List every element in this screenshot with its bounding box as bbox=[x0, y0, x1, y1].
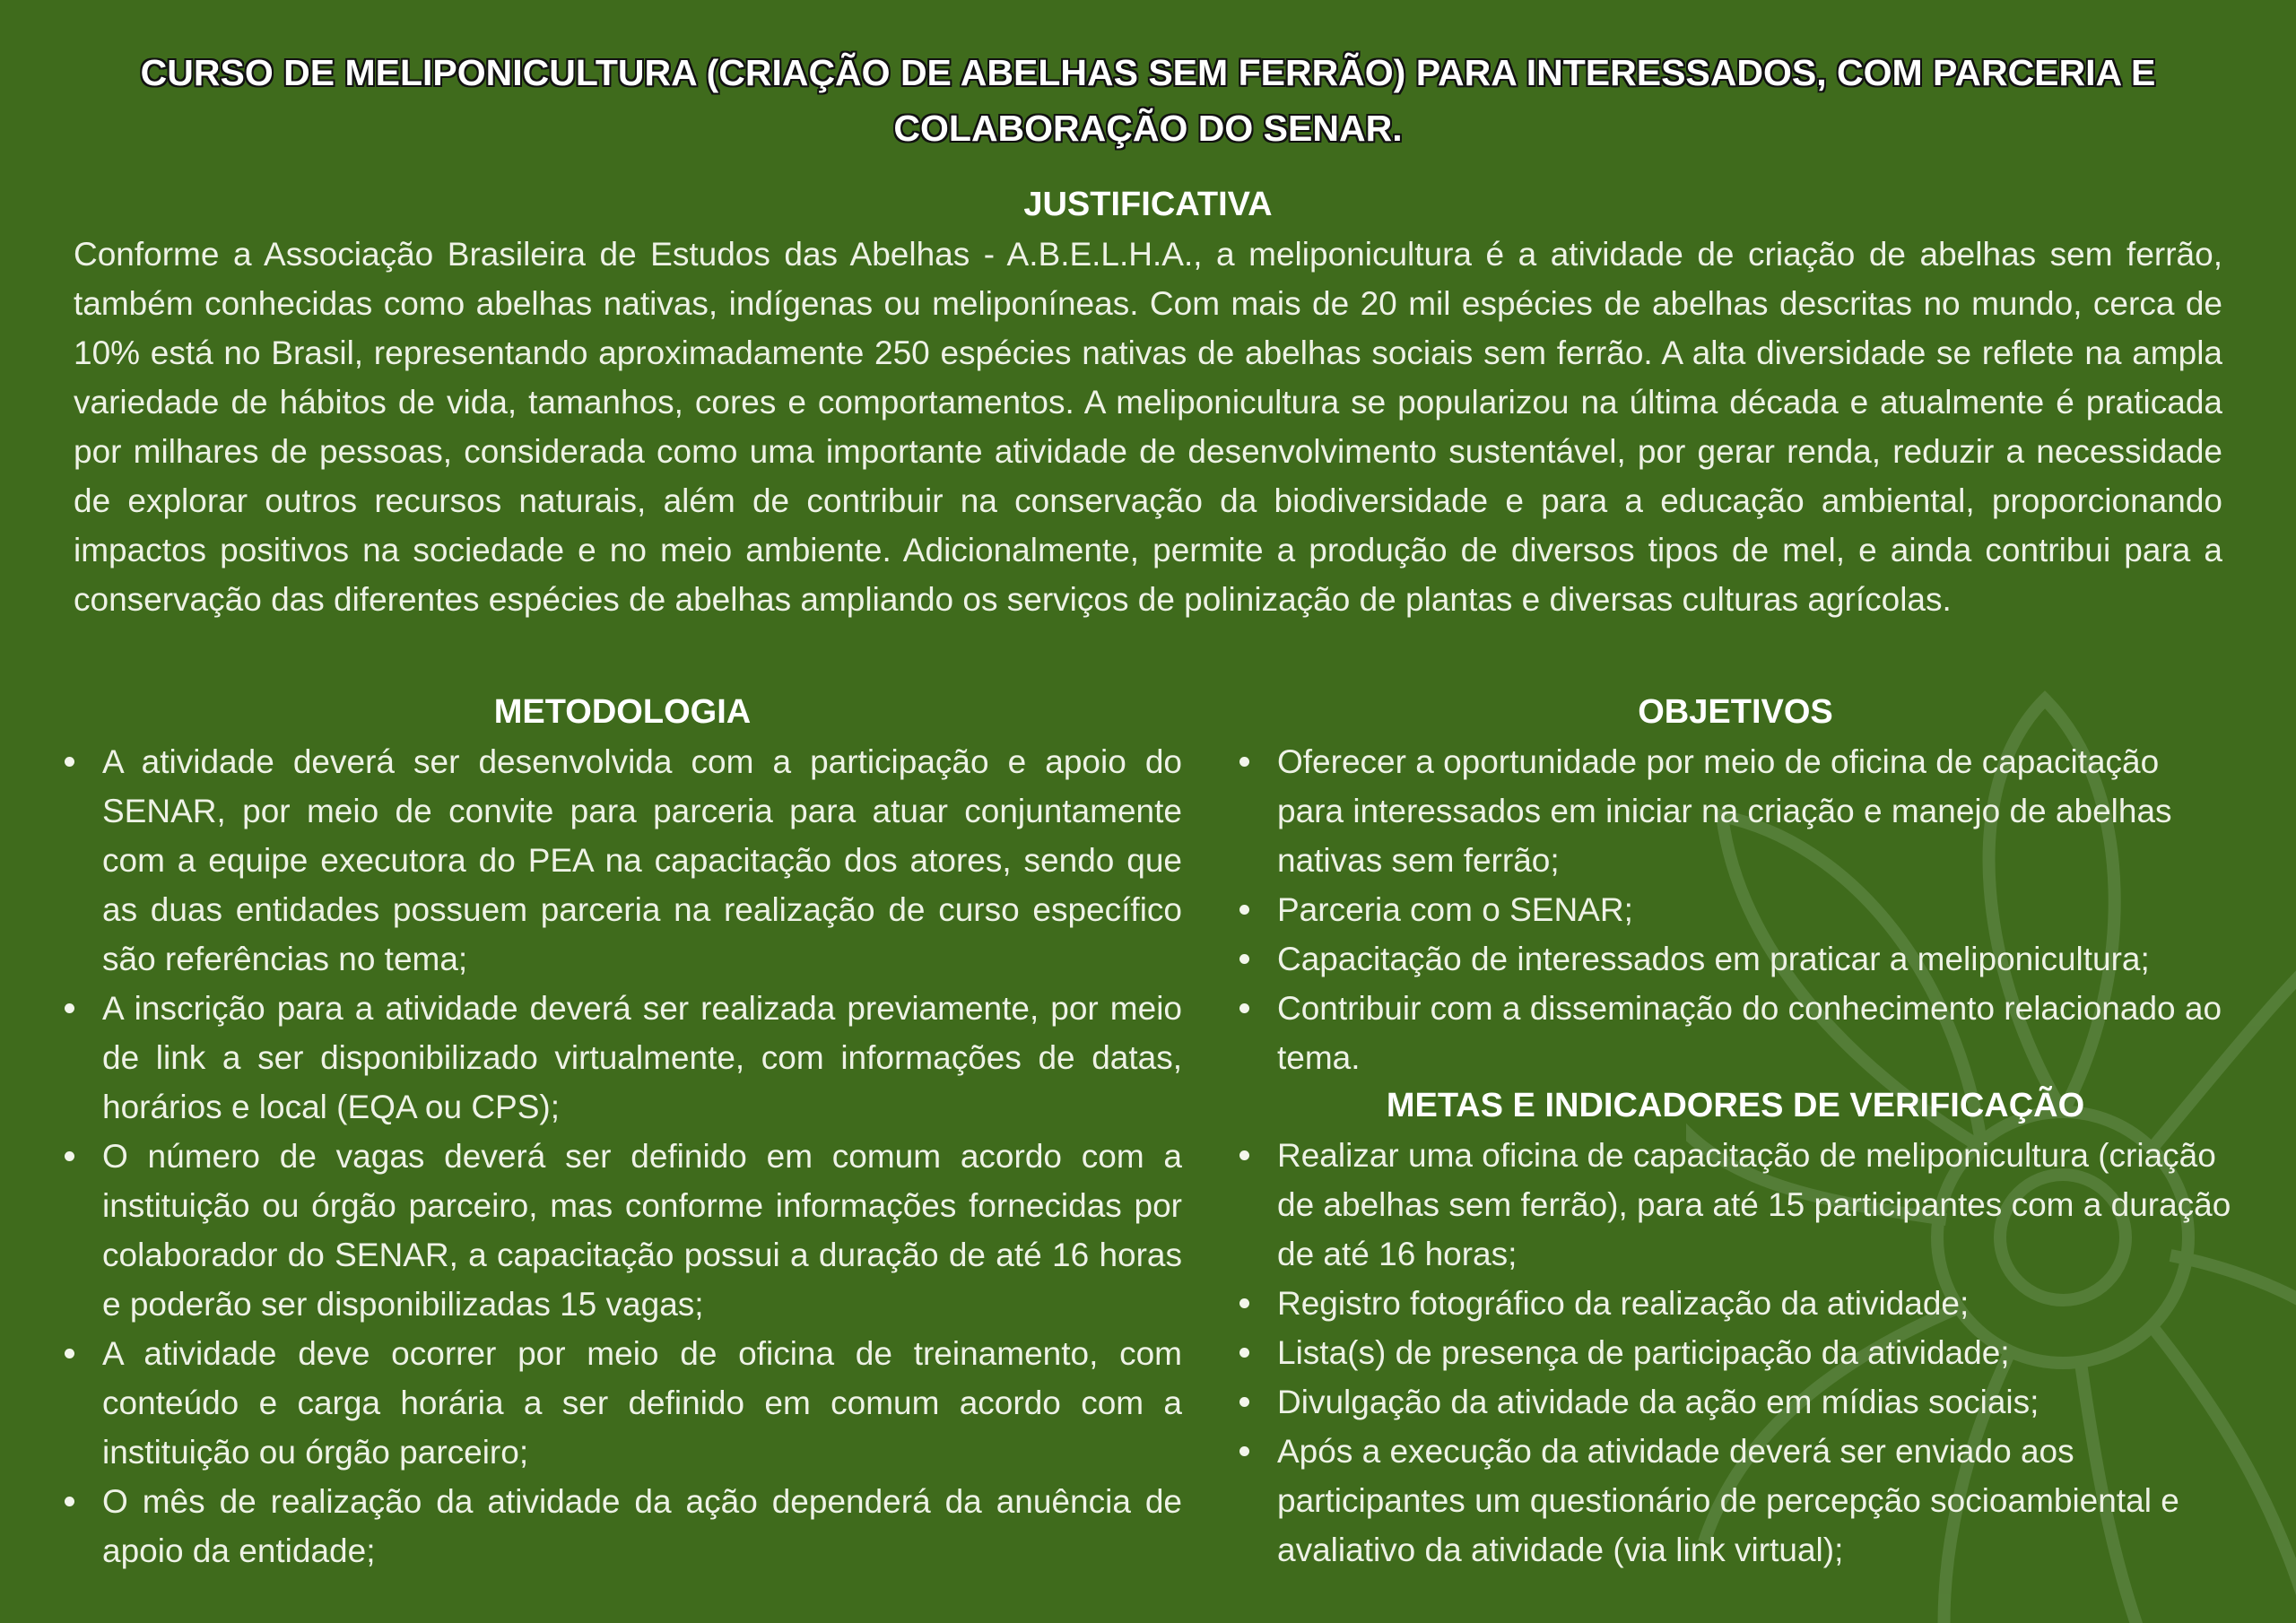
objetivos-section bbox=[1238, 689, 2233, 1082]
metas-list bbox=[1238, 1131, 2233, 1575]
metas-item-text: Registro fotográfico da realização da atividade; bbox=[1277, 1285, 1970, 1322]
bullet-icon bbox=[1239, 1397, 1249, 1407]
bullet-icon bbox=[65, 1497, 74, 1506]
metas-item-text: Lista(s) de presença de participação da atividade; bbox=[1277, 1334, 2010, 1371]
objetivos-list bbox=[1238, 737, 2233, 1082]
bullet-icon bbox=[65, 1151, 74, 1161]
bullet-icon bbox=[65, 757, 74, 767]
metas-item bbox=[1238, 1279, 2233, 1328]
metodologia-item bbox=[63, 1477, 1182, 1575]
objetivos-heading: OBJETIVOS bbox=[1638, 693, 1833, 731]
metodologia-item-text: O número de vagas deverá ser definido em comum acordo com a instituição ou órgão parceiro, mas conforme informações fornecidas por colaborador do SENAR, a capacitação possui a duração de até 16 horas e poderão ser disponibilizadas 15 vagas; bbox=[102, 1138, 1182, 1323]
objetivos-item bbox=[1238, 737, 2233, 885]
objetivos-item-text: Contribuir com a disseminação do conhecimento relacionado ao tema. bbox=[1277, 990, 2222, 1076]
objetivos-item bbox=[1238, 934, 2233, 984]
metas-item bbox=[1238, 1131, 2233, 1279]
objetivos-item bbox=[1238, 885, 2233, 934]
metodologia-item bbox=[63, 1329, 1182, 1477]
bullet-icon bbox=[1239, 1150, 1249, 1160]
metas-item-text: Realizar uma oficina de capacitação de meliponicultura (criação de abelhas sem ferrão), para até 15 participantes com a duração de até 16 horas; bbox=[1277, 1137, 2231, 1272]
metodologia-item-text: A atividade deverá ser desenvolvida com a participação e apoio do SENAR, por meio de convite para parceria para atuar conjuntamente com a equipe executora do PEA na capacitação dos atores, sendo que as duas entidades possuem parceria na realização de curso específico são referências no tema; bbox=[102, 743, 1182, 977]
bullet-icon bbox=[1239, 1003, 1249, 1013]
bullet-icon bbox=[1239, 905, 1249, 915]
metodologia-item-text: A atividade deve ocorrer por meio de oficina de treinamento, com conteúdo e carga horária a ser definido em comum acordo com a instituição ou órgão parceiro; bbox=[102, 1335, 1182, 1471]
metas-item bbox=[1238, 1328, 2233, 1377]
metodologia-section bbox=[63, 689, 1182, 1575]
metodologia-item bbox=[63, 984, 1182, 1132]
bullet-icon bbox=[1239, 954, 1249, 964]
justificativa-section bbox=[74, 181, 2222, 624]
metas-item bbox=[1238, 1427, 2233, 1575]
metas-item-text: Divulgação da atividade da ação em mídias sociais; bbox=[1277, 1384, 2039, 1420]
justificativa-text: Conforme a Associação Brasileira de Estudos das Abelhas - A.B.E.L.H.A., a meliponicultura é a atividade de criação de abelhas sem ferrão, também conhecidas como abelhas nativas, indígenas ou meliponíneas. Com mais de 20 mil espécies de abelhas descritas no mundo, cerca de 10% está no Brasil, representando aproximadamente 250 espécies nativas de abelhas sociais sem ferrão. A alta diversidade se reflete na ampla variedade de hábitos de vida, tamanhos, cores e comportamentos. A meliponicultura se popularizou na última década e atualmente é praticada por milhares de pessoas, considerada como uma importante atividade de desenvolvimento sustentável, por gerar renda, reduzir a necessidade de explorar outros recursos naturais, além de contribuir na conservação da biodiversidade e para a educação ambiental, proporcionando impactos positivos na sociedade e no meio ambiente. Adicionalmente, permite a produção de diversos tipos de mel, e ainda contribui para a conservação das diferentes espécies de abelhas ampliando os serviços de polinização de plantas e diversas culturas agrícolas. bbox=[74, 236, 2222, 618]
bullet-icon bbox=[1239, 1348, 1249, 1358]
objetivos-item-text: Parceria com o SENAR; bbox=[1277, 891, 1633, 928]
objetivos-item bbox=[1238, 984, 2233, 1082]
bullet-icon bbox=[1239, 1298, 1249, 1308]
metodologia-heading: METODOLOGIA bbox=[493, 693, 752, 731]
bullet-icon bbox=[65, 1349, 74, 1358]
justificativa-heading: JUSTIFICATIVA bbox=[1023, 186, 1273, 223]
metas-heading: METAS E INDICADORES DE VERIFICAÇÃO bbox=[1386, 1087, 2085, 1124]
bullet-icon bbox=[1239, 757, 1249, 767]
metodologia-item-text: O mês de realização da atividade da ação dependerá da anuência de apoio da entidade; bbox=[102, 1483, 1182, 1569]
bullet-icon bbox=[1239, 1446, 1249, 1456]
metas-item bbox=[1238, 1377, 2233, 1427]
objetivos-item-text: Oferecer a oportunidade por meio de oficina de capacitação para interessados em iniciar na criação e manejo de abelhas nativas sem ferrão; bbox=[1277, 743, 2172, 879]
objetivos-item-text: Capacitação de interessados em praticar a meliponicultura; bbox=[1277, 941, 2150, 977]
metodologia-item bbox=[63, 737, 1182, 984]
metodologia-item bbox=[63, 1132, 1182, 1329]
page-title: CURSO DE MELIPONICULTURA (CRIAÇÃO DE ABELHAS SEM FERRÃO) PARA INTERESSADOS, COM PARCERIA E COLABORAÇÃO DO SENAR. bbox=[140, 52, 2156, 149]
bullet-icon bbox=[65, 1003, 74, 1013]
metas-item-text: Após a execução da atividade deverá ser enviado aos participantes um questionário de percepção socioambiental e avaliativo da atividade (via link virtual); bbox=[1277, 1433, 2179, 1568]
right-column bbox=[1238, 689, 2233, 1575]
metas-section bbox=[1238, 1082, 2233, 1575]
metodologia-list bbox=[63, 737, 1182, 1575]
metodologia-item-text: A inscrição para a atividade deverá ser realizada previamente, por meio de link a ser disponibilizado virtualmente, com informações de datas, horários e local (EQA ou CPS); bbox=[102, 990, 1182, 1125]
